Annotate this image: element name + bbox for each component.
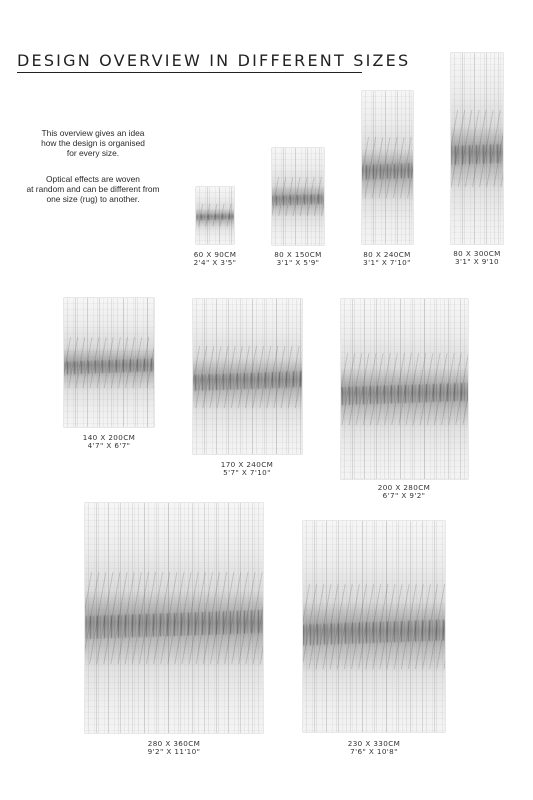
rug-image-60x90 — [196, 187, 234, 244]
size-label-60x90 — [185, 251, 245, 267]
size-imperial: 7'6" X 10'8" — [350, 747, 398, 756]
intro-text-2 — [18, 174, 168, 205]
size-metric: 80 X 240CM — [363, 250, 411, 259]
size-metric: 230 X 330CM — [347, 739, 401, 748]
intro-text-1 — [18, 128, 168, 159]
rug-image-80x300 — [451, 53, 503, 244]
size-metric: 140 X 200CM — [82, 433, 136, 442]
rug-image-140x200 — [64, 298, 154, 427]
intro-line: for every size. — [66, 148, 120, 159]
size-imperial: 6'7" X 9'2" — [382, 491, 426, 500]
size-label-170x240 — [207, 461, 287, 477]
size-label-80x240 — [352, 251, 422, 267]
size-imperial: 3'1" X 7'10" — [363, 258, 411, 267]
size-metric: 60 X 90CM — [193, 250, 237, 259]
intro-line: one size (rug) to another. — [46, 194, 140, 205]
rug-image-80x150 — [272, 148, 324, 245]
rug-image-170x240 — [193, 299, 302, 454]
size-metric: 80 X 300CM — [453, 249, 501, 258]
size-imperial: 2'4" X 3'5" — [193, 258, 237, 267]
size-metric: 280 X 360CM — [147, 739, 201, 748]
size-label-140x200 — [69, 434, 149, 450]
size-label-200x280 — [364, 484, 444, 500]
size-metric: 170 X 240CM — [220, 460, 274, 469]
size-imperial: 5'7" X 7'10" — [223, 468, 271, 477]
size-label-280x360 — [129, 740, 219, 756]
size-imperial: 9'2" X 11'10" — [147, 747, 201, 756]
size-metric: 200 X 280CM — [377, 483, 431, 492]
size-label-80x150 — [263, 251, 333, 267]
size-imperial: 3'1" X 9'10 — [454, 257, 499, 266]
rug-image-280x360 — [85, 503, 263, 733]
size-label-230x330 — [329, 740, 419, 756]
intro-line: at random and can be different from — [26, 184, 160, 195]
rug-image-230x330 — [303, 521, 445, 732]
intro-line: Optical effects are woven — [46, 174, 140, 184]
size-label-80x300 — [442, 250, 512, 266]
size-metric: 80 X 150CM — [274, 250, 322, 259]
size-imperial: 4'7" X 6'7" — [87, 441, 131, 450]
rug-image-200x280 — [341, 299, 468, 479]
size-imperial: 3'1" X 5'9" — [276, 258, 320, 267]
intro-line: how the design is organised — [41, 138, 145, 149]
intro-line: This overview gives an idea — [41, 128, 145, 138]
page-title: DESIGN OVERVIEW IN DIFFERENT SIZES — [17, 52, 362, 73]
rug-image-80x240 — [362, 91, 413, 244]
